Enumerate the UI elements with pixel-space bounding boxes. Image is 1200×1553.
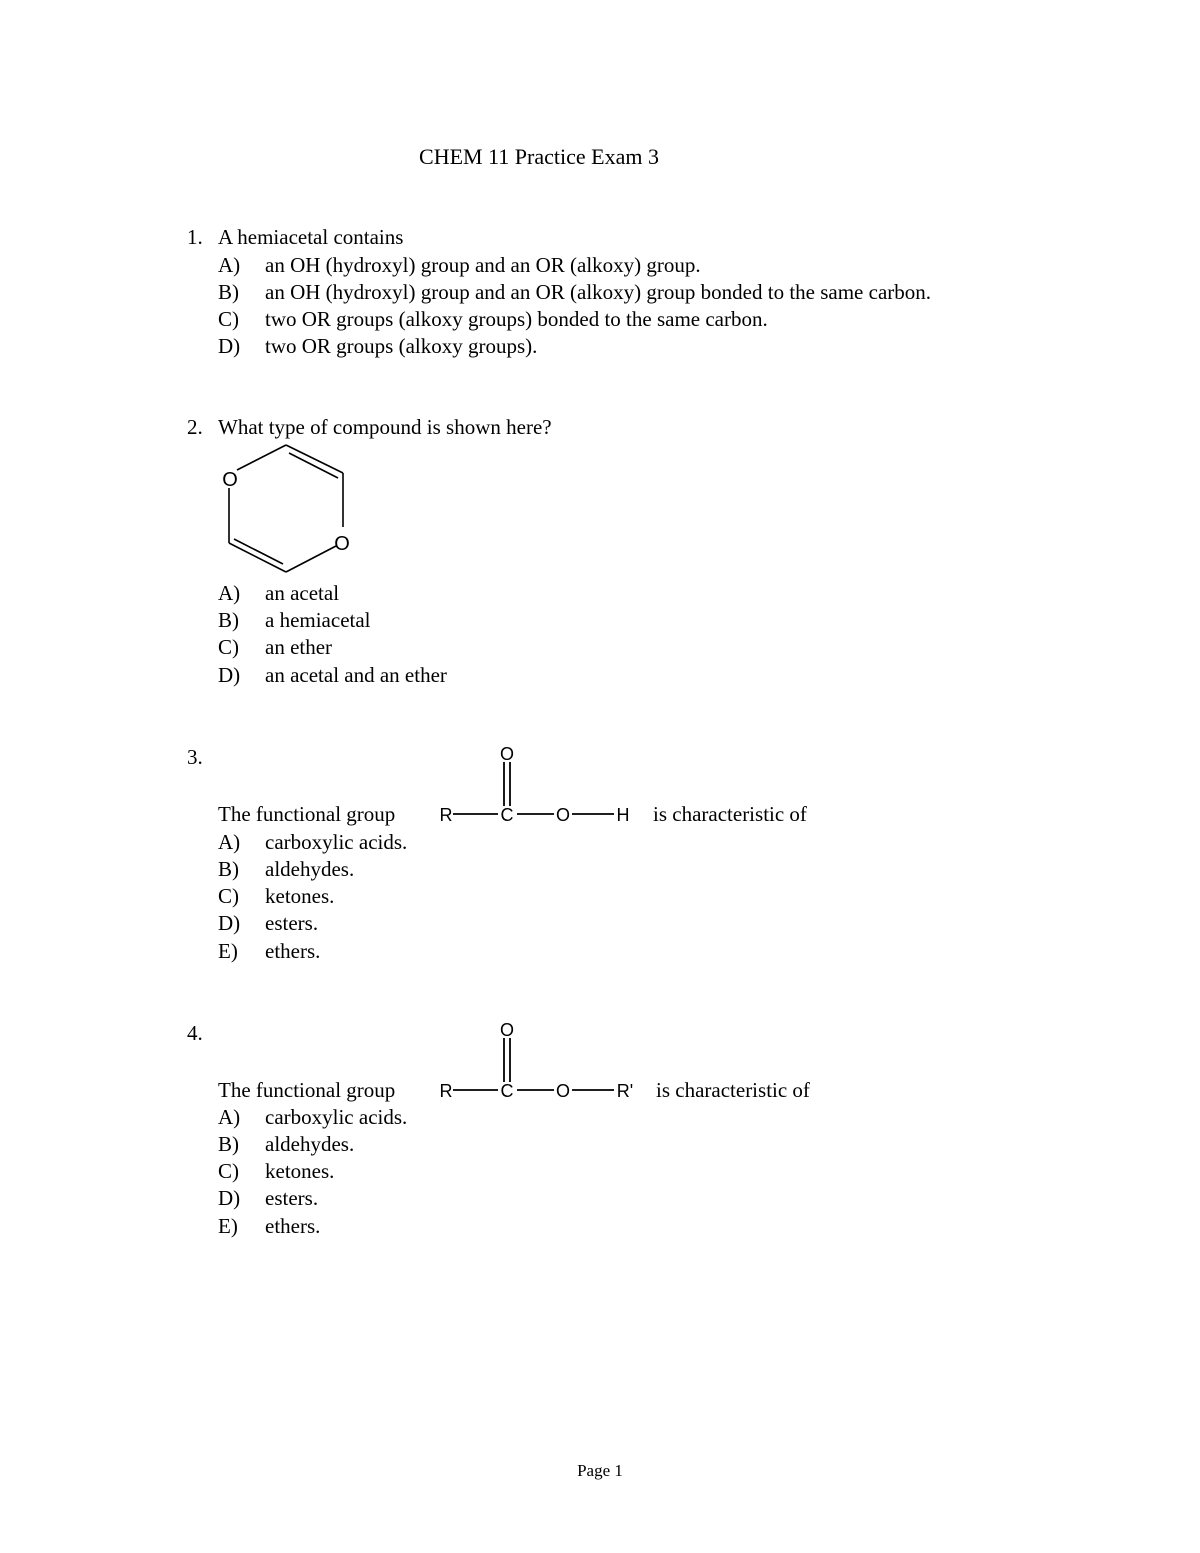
option-letter: D): [218, 911, 241, 935]
option-text: carboxylic acids.: [265, 1105, 408, 1129]
ring-bond: [286, 445, 343, 473]
ring-bond: [286, 546, 336, 572]
ring-double-bond: [289, 453, 338, 478]
option-letter: C): [218, 635, 239, 659]
option-text: ethers.: [265, 1214, 321, 1238]
option-text: aldehydes.: [265, 857, 355, 881]
option-letter: D): [218, 663, 241, 687]
option-text: two OR groups (alkoxy groups) bonded to the same carbon.: [265, 307, 768, 331]
r-group-label: R: [439, 805, 453, 825]
ring-double-bond: [234, 539, 283, 564]
ring-bond: [237, 445, 286, 470]
option-letter: A): [218, 830, 241, 854]
option-text: an acetal and an ether: [265, 663, 447, 687]
ring-oxygen-atom: O: [334, 533, 350, 555]
r-prime-group-label: R': [616, 1081, 634, 1101]
carbonyl-oxygen-atom: O: [499, 1020, 515, 1040]
option-text: a hemiacetal: [265, 608, 371, 632]
option-text: an OH (hydroxyl) group and an OR (alkoxy) group bonded to the same carbon.: [265, 280, 932, 304]
question-number: 3.: [187, 745, 203, 769]
option-letter: C): [218, 1159, 239, 1183]
oxygen-atom: O: [555, 1081, 571, 1101]
ester-structure: [436, 1016, 636, 1106]
carbonyl-oxygen-atom: O: [499, 744, 515, 764]
option-text: ketones.: [265, 1159, 335, 1183]
question-number: 2.: [187, 415, 203, 439]
dioxin-ring-structure: [210, 440, 370, 580]
option-text: an ether: [265, 635, 333, 659]
question-stem: What type of compound is shown here?: [218, 415, 552, 439]
option-text: an acetal: [265, 581, 340, 605]
question-stem: The functional group: [218, 802, 396, 826]
carboxylic-acid-structure: [436, 740, 636, 830]
option-letter: B): [218, 1132, 239, 1156]
r-group-label: R: [439, 1081, 453, 1101]
option-letter: A): [218, 581, 241, 605]
question-number: 4.: [187, 1021, 203, 1045]
hydrogen-atom: H: [616, 805, 630, 825]
question-stem: The functional group: [218, 1078, 396, 1102]
option-text: esters.: [265, 1186, 319, 1210]
option-letter: E): [218, 939, 238, 963]
oxygen-atom: O: [555, 805, 571, 825]
question-stem-end: is characteristic of: [653, 802, 807, 826]
option-text: an OH (hydroxyl) group and an OR (alkoxy) group.: [265, 253, 701, 277]
option-letter: B): [218, 608, 239, 632]
question-stem: A hemiacetal contains: [218, 225, 404, 249]
ring-bond: [229, 543, 286, 572]
option-text: aldehydes.: [265, 1132, 355, 1156]
option-letter: C): [218, 884, 239, 908]
option-text: ethers.: [265, 939, 321, 963]
option-text: esters.: [265, 911, 319, 935]
page-title: CHEM 11 Practice Exam 3: [419, 144, 659, 169]
option-letter: C): [218, 307, 239, 331]
option-letter: B): [218, 280, 239, 304]
carbon-atom: C: [500, 805, 514, 825]
option-text: two OR groups (alkoxy groups).: [265, 334, 538, 358]
option-letter: D): [218, 334, 241, 358]
option-letter: B): [218, 857, 239, 881]
question-stem-end: is characteristic of: [656, 1078, 810, 1102]
option-text: carboxylic acids.: [265, 830, 408, 854]
option-text: ketones.: [265, 884, 335, 908]
option-letter: A): [218, 1105, 241, 1129]
option-letter: A): [218, 253, 241, 277]
page-number-footer: Page 1: [577, 1461, 623, 1480]
option-letter: E): [218, 1214, 238, 1238]
carbon-atom: C: [500, 1081, 514, 1101]
option-letter: D): [218, 1186, 241, 1210]
question-number: 1.: [187, 225, 203, 249]
ring-oxygen-atom: O: [222, 469, 238, 491]
